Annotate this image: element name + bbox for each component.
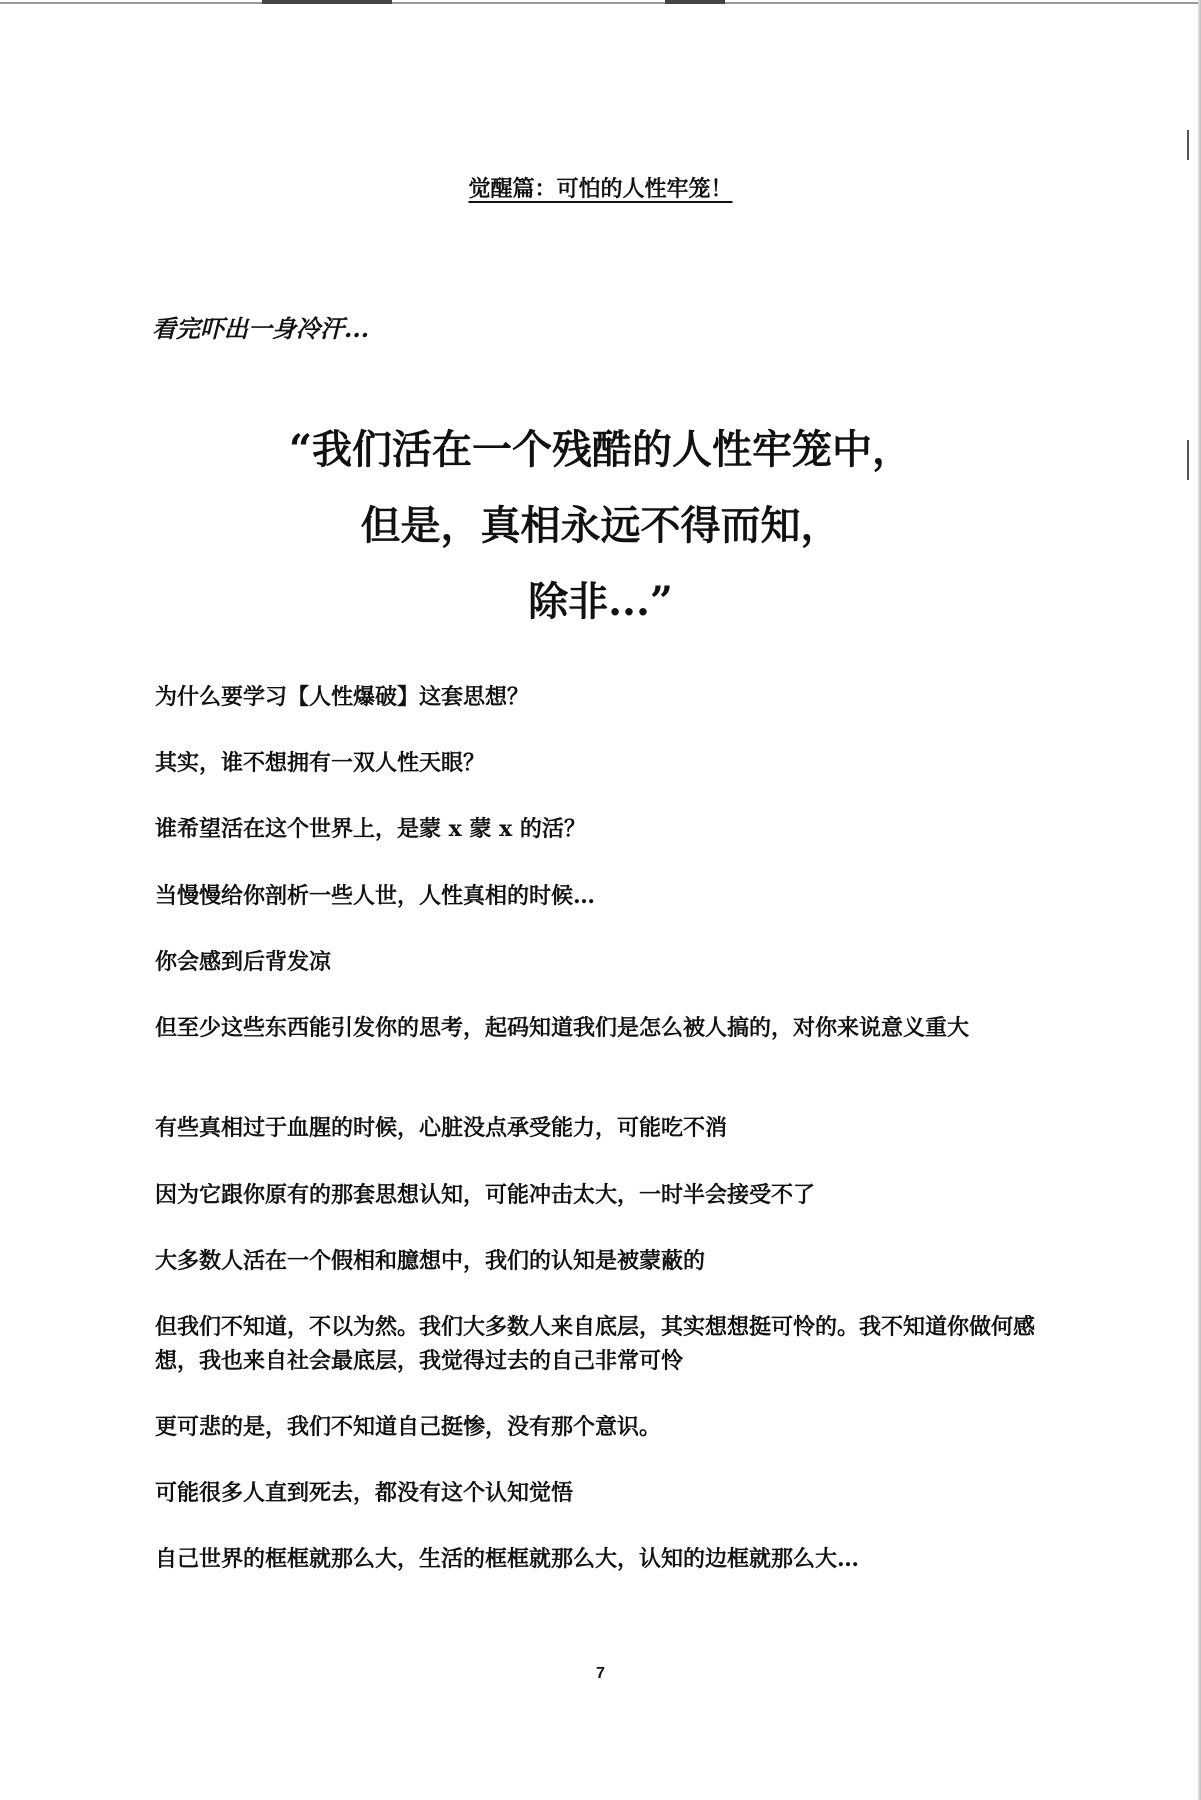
subtitle: 看完吓出一身冷汗...	[152, 314, 370, 343]
scan-edge-top	[0, 2, 1201, 4]
pull-quote	[0, 412, 1201, 640]
page-number: 7	[596, 1665, 605, 1682]
quote-line-3: 除非...”	[528, 578, 673, 625]
scan-mark-right-1	[1187, 130, 1189, 160]
scan-mark-top-2	[665, 0, 725, 4]
paragraph-6: 但至少这些东西能引发你的思考，起码知道我们是怎么被人搞的，对你来说意义重大	[155, 1015, 970, 1041]
paragraph-4: 当慢慢给你剖析一些人世，人性真相的时候…	[155, 883, 596, 909]
quote-line-2: 但是，真相永远不得而知，	[360, 502, 841, 549]
paragraph-10: 但我们不知道，不以为然。我们大多数人来自底层，其实想想挺可怜的。我不知道你做何感想，我也来自社会最底层，我觉得过去的自己非常可怜	[155, 1314, 1036, 1374]
paragraph-1: 为什么要学习【人性爆破】这套思想？	[155, 684, 530, 710]
scan-mark-top-1	[262, 0, 392, 4]
page-title	[0, 172, 1201, 203]
paragraph-9: 大多数人活在一个假相和臆想中，我们的认知是被蒙蔽的	[155, 1248, 706, 1274]
paragraph-2: 其实，谁不想拥有一双人性天眼？	[155, 750, 486, 776]
quote-line-1: “我们活在一个残酷的人性牢笼中，	[288, 426, 912, 473]
paragraph-13: 自己世界的框框就那么大，生活的框框就那么大，认知的边框就那么大…	[155, 1546, 860, 1572]
paragraph-5: 你会感到后背发凉	[155, 949, 332, 975]
paragraph-12: 可能很多人直到死去，都没有这个认知觉悟	[155, 1480, 574, 1506]
paragraph-11: 更可悲的是，我们不知道自己挺惨，没有那个意识。	[155, 1414, 662, 1440]
paragraph-3: 谁希望活在这个世界上，是蒙 x 蒙 x 的活？	[155, 816, 586, 842]
paragraph-7: 有些真相过于血腥的时候，心脏没点承受能力，可能吃不消	[155, 1115, 728, 1141]
page-title-text: 觉醒篇：可怕的人性牢笼！	[468, 176, 733, 202]
paragraph-8: 因为它跟你原有的那套思想认知，可能冲击太大，一时半会接受不了	[155, 1182, 816, 1208]
